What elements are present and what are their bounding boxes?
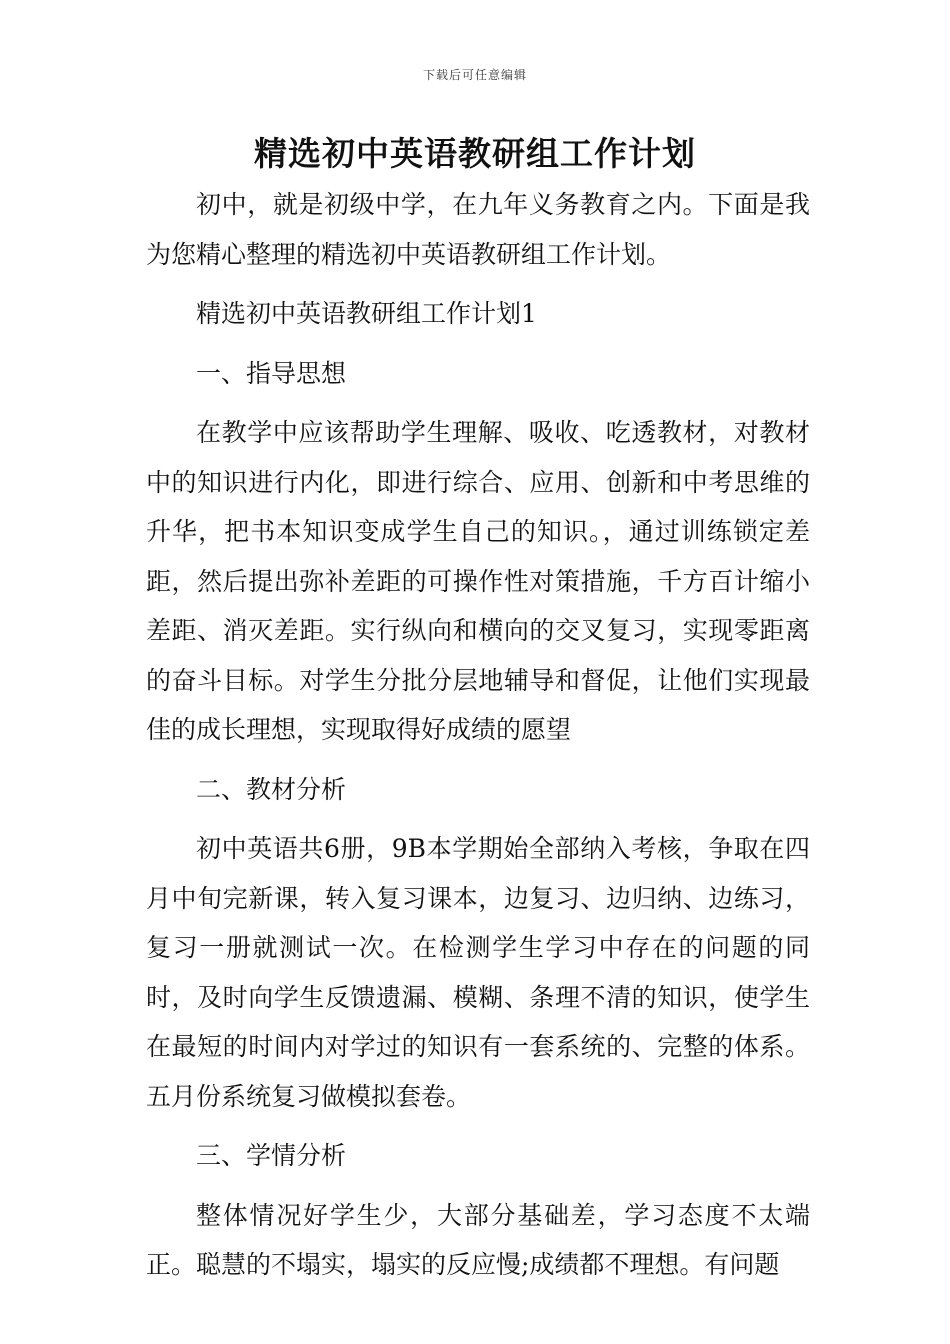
section-heading-guiding-thought: 一、指导思想 bbox=[196, 358, 347, 388]
guiding-thought-paragraph: 在教学中应该帮助学生理解、吸收、吃透教材，对教材中的知识进行内化，即进行综合、应用、创新和中考思维的升华，把书本知识变成学生自己的知识。，通过训练锁定差距，然后提出弥补差距的可操作性对策措施，千方百计缩小差距、消灭差距。实行纵向和横向的交叉复习，实现零距离的奋斗目标。对学生分批分层地辅导和督促，让他们实现最佳的成长理想，实现取得好成绩的愿望 bbox=[146, 418, 810, 744]
section-heading-textbook-analysis: 二、教材分析 bbox=[196, 774, 347, 804]
document-body bbox=[146, 180, 810, 1290]
intro-paragraph: 初中，就是初级中学，在九年义务教育之内。下面是我为您精心整理的精选初中英语教研组工作计划。 bbox=[146, 190, 810, 269]
section-heading-student-analysis: 三、学情分析 bbox=[196, 1141, 347, 1170]
document-title: 精选初中英语教研组工作计划 bbox=[254, 134, 696, 173]
plan-heading: 精选初中英语教研组工作计划1 bbox=[196, 299, 537, 328]
header-note: 下载后可任意编辑 bbox=[422, 68, 527, 82]
student-analysis-paragraph: 整体情况好学生少，大部分基础差，学习态度不太端正。聪慧的不塌实，塌实的反应慢;成绩都不理想。有问题 bbox=[146, 1200, 810, 1279]
textbook-analysis-paragraph: 初中英语共6册，9B本学期始全部纳入考核，争取在四月中旬完新课，转入复习课本，边复习、边归纳、边练习，复习一册就测试一次。在检测学生学习中存在的问题的同时，及时向学生反馈遗漏、模糊、条理不清的知识，使学生在最短的时间内对学过的知识有一套系统的、完整的体系。五月份系统复习做模拟套卷。 bbox=[146, 834, 810, 1111]
